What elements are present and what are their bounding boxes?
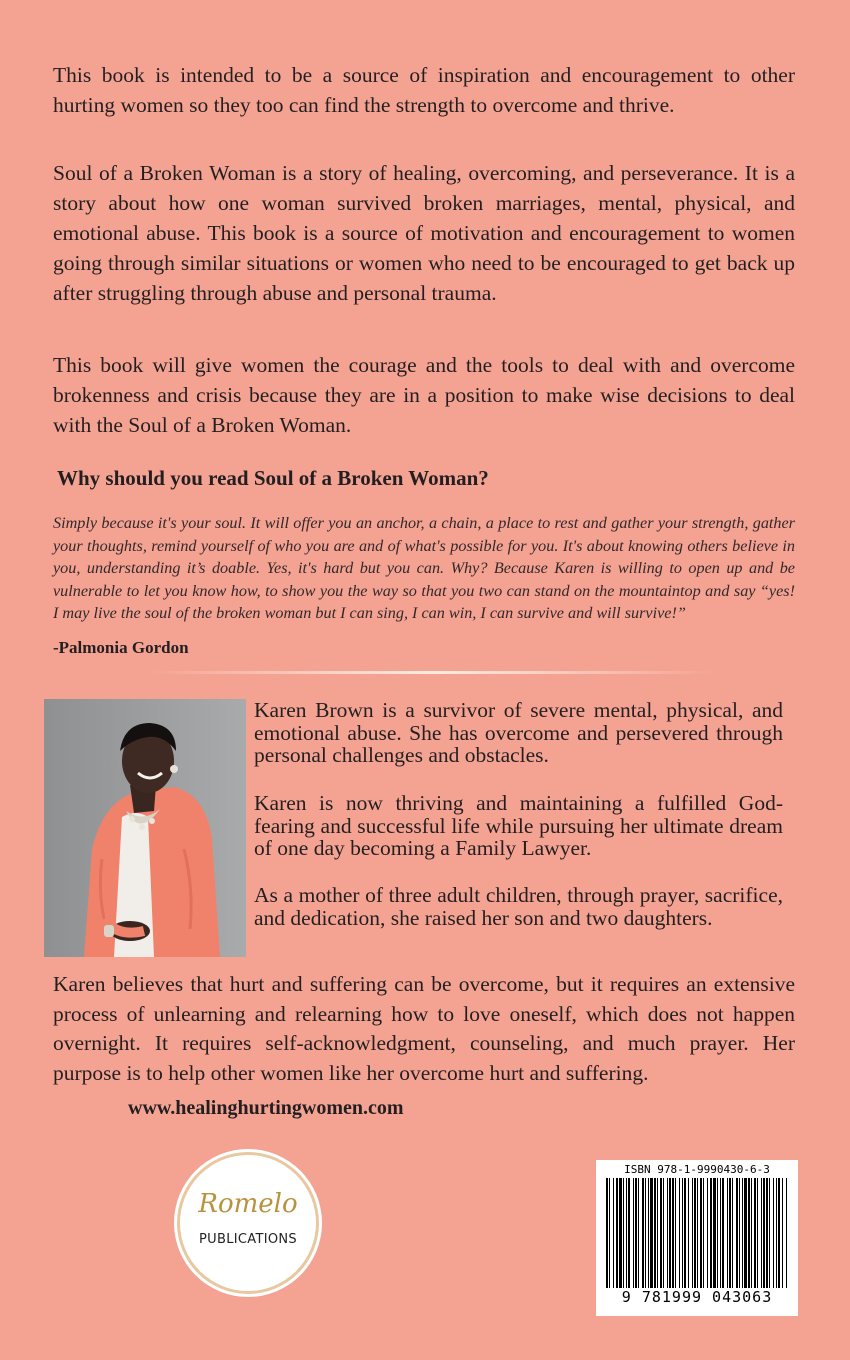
bio-paragraph-2: Karen is now thriving and maintaining a fulfilled God-fearing and successful life while pursuing her ultimate dream of one day becoming a Family Lawyer. [254, 791, 783, 860]
endorsement-author: -Palmonia Gordon [53, 638, 189, 657]
barcode-bar [720, 1178, 721, 1288]
barcode-bar [619, 1178, 622, 1288]
barcode-bar [623, 1178, 624, 1288]
bio-paragraph-1: Karen Brown is a survivor of severe mental, physical, and emotional abuse. She has overcome and persevered through personal challenges and obstacles. [254, 698, 783, 767]
publisher-logo-name: PUBLICATIONS [199, 1232, 297, 1247]
barcode-bar [654, 1178, 656, 1288]
barcode-bar [748, 1178, 750, 1288]
barcode-bar [782, 1178, 783, 1288]
barcode-bar [648, 1178, 649, 1288]
author-portrait-illustration [44, 699, 246, 957]
barcode-bar [773, 1178, 774, 1288]
barcode-bar [606, 1178, 608, 1288]
bio-paragraph-4: Karen believes that hurt and suffering can be overcome, but it requires an extensive process of unlearning and relearning how to love oneself, which does not happen overnight. It requires self-acknowledgment, counseling, and much prayer. Her purpose is to help other women like her overcome hurt and suffering. [53, 972, 795, 1085]
endorsement-quote: Simply because it's your soul. It will offer you an anchor, a chain, a place to rest and gather your strength, gather your thoughts, remind yourself of who you are and of what's possible for you. It's about knowing others believe in you, understanding it’s doable. Yes, it's hard but you can. Why? Because Karen is willing to open up and be vulnerable to let you know how, to show you the way so that you two can stand on the mountaintop and say “yes! I may live the soul of the broken woman but I can sing, I can win, I can survive and will survive!” [53, 514, 795, 622]
barcode-bar [742, 1178, 743, 1288]
why-read-heading: Why should you read Soul of a Broken Woman? [57, 466, 489, 490]
isbn-label: ISBN 978-1-9990430-6-3 [624, 1163, 770, 1176]
barcode-bar [763, 1178, 765, 1288]
barcode-icon [606, 1178, 788, 1288]
barcode-bar [692, 1178, 693, 1288]
barcode-bar [776, 1178, 777, 1288]
barcode-bar [786, 1178, 787, 1288]
barcode-bar [703, 1178, 704, 1288]
barcode-bar [688, 1178, 689, 1288]
barcode-bar [684, 1178, 686, 1288]
bio-paragraph-3: As a mother of three adult children, through prayer, sacrifice, and dedication, she raised her son and two daughters. [254, 883, 783, 930]
website-url[interactable]: www.healinghurtingwomen.com [128, 1097, 404, 1119]
intro-paragraph-3: This book will give women the courage and the tools to deal with and overcome brokenness and crisis because they are in a position to make wise decisions to deal with the Soul of a Broken Woman. [53, 353, 795, 437]
barcode-bar [769, 1178, 770, 1288]
barcode-bar [672, 1178, 674, 1288]
barcode-bar [729, 1178, 731, 1288]
barcode-bar [626, 1178, 627, 1288]
barcode-bar [707, 1178, 708, 1288]
barcode-bar [744, 1178, 747, 1288]
barcode-bar [757, 1178, 758, 1288]
barcode-bar [660, 1178, 662, 1288]
barcode-bar [650, 1178, 653, 1288]
barcode-bar [682, 1178, 683, 1288]
barcode-bar [736, 1178, 738, 1288]
barcode-bar [657, 1178, 658, 1288]
barcode-bar [616, 1178, 618, 1288]
barcode-bar [761, 1178, 762, 1288]
barcode-bar [739, 1178, 740, 1288]
author-photo [44, 699, 246, 957]
barcode-bar [628, 1178, 630, 1288]
barcode-bar [613, 1178, 614, 1288]
barcode-bar [778, 1178, 780, 1288]
barcode-bar [675, 1178, 676, 1288]
publisher-logo-script: Romelo [198, 1189, 298, 1219]
intro-paragraph-1: This book is intended to be a source of inspiration and encouragement to other hurting women so they too can find the strength to overcome and thrive. [53, 63, 795, 117]
barcode-bar [638, 1178, 639, 1288]
barcode-bar [697, 1178, 698, 1288]
barcode-bar [710, 1178, 712, 1288]
barcode-bar [700, 1178, 702, 1288]
barcode-bar [722, 1178, 724, 1288]
isbn-barcode [596, 1160, 798, 1316]
barcode-bar [694, 1178, 696, 1288]
barcode-bar [645, 1178, 646, 1288]
section-divider [150, 671, 715, 674]
barcode-bar [642, 1178, 644, 1288]
barcode-bar [754, 1178, 756, 1288]
barcode-bar [713, 1178, 716, 1288]
publisher-logo [180, 1155, 316, 1291]
barcode-bar [679, 1178, 680, 1288]
barcode-bar [609, 1178, 610, 1288]
barcode-bar [766, 1178, 768, 1288]
barcode-bar [727, 1178, 728, 1288]
barcode-bar [635, 1178, 637, 1288]
barcode-bar [669, 1178, 671, 1288]
barcode-digits: 9 781999 043063 [621, 1288, 773, 1306]
barcode-bar [717, 1178, 718, 1288]
barcode-bar [751, 1178, 752, 1288]
barcode-bar [667, 1178, 668, 1288]
intro-paragraph-2: Soul of a Broken Woman is a story of healing, overcoming, and perseverance. It is a story about how one woman survived broken marriages, mental, physical, and emotional abuse. This book is a source of motivation and encouragement to women going through similar situations or women who need to be encouraged to get back up after struggling through abuse and personal trauma. [53, 161, 795, 305]
barcode-bar [633, 1178, 634, 1288]
barcode-bar [663, 1178, 664, 1288]
barcode-bar [732, 1178, 733, 1288]
